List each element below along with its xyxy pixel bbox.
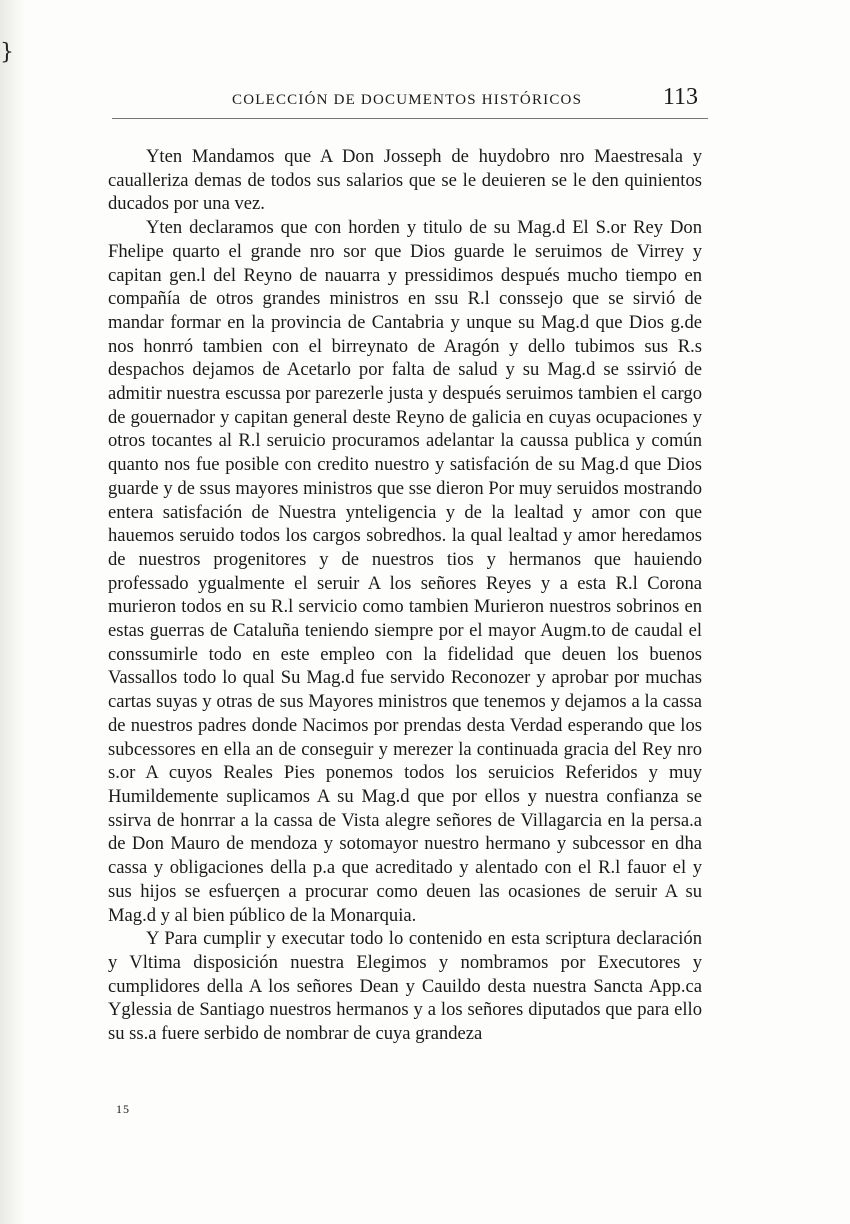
paragraph: Yten Mandamos que A Don Josseph de huydobro nro Maestresala y caualleriza demas de todos sus salarios que se le deuieren se le den quinientos ducados por una vez. (108, 146, 702, 215)
binding-gutter (0, 0, 26, 1224)
paragraph: Yten declaramos que con horden y titulo de su Mag.d El S.or Rey Don Fhelipe quarto el grande nro sor que Dios guarde le seruimos de Virrey y capitan gen.l del Reyno de nauarra y pressidimos después mucho tiempo en compañía de otros grandes ministros en ssu R.l conssejo que se sirvió de mandar formar en la provincia de Cantabria y unque su Mag.d que Dios g.de nos honrró tambien con el birreynato de Aragón y dello tubimos sus R.s despachos dejamos de Acetarlo por falta de salud y su Mag.d se ssirvió de admitir nuestra escussa por parezerle justa y después seruimos tambien el cargo de gouernador y capitan general deste Reyno de galicia en cuyas ocupaciones y otros tocantes al R.l seruicio procuramos adelantar la caussa publica y común quanto nos fue posible con credito nuestro y satisfación de su Mag.d que Dios guarde y de ssus mayores ministros que sse dieron Por muy seruidos mostrando entera satisfación de Nuestra ynteligencia y de la lealtad y amor con que hauemos seruido todos los cargos sobredhos. la qual lealtad y amor heredamos de nuestros progenitores y de nuestros tios y hermanos que hauiendo professado ygualmente el seruir A los señores Reyes y a esta R.l Corona murieron todos en su R.l servicio como tambien Murieron nuestros sobrinos en estas guerras de Cataluña teniendo siempre por el mayor Augm.to de caudal el conssumirle todo en este empleo con la fidelidad que deuen los buenos Vassallos todo lo qual Su Mag.d fue servido Reconozer y aprobar por muchas cartas suyas y otras de sus Mayores ministros que tenemos y dejamos a la cassa de nuestros padres donde Nacimos por prendas desta Verdad esperando que los subcessores en ella an de conseguir y merezer la continuada gracia del Rey nro s.or A cuyos Reales Pies ponemos todos los seruicios Referidos y muy Humildemente suplicamos A su Mag.d que por ellos y nuestra confianza se ssirva de honrrar a la cassa de Vista alegre señores de Villagarcia en la persa.a de Don Mauro de mendoza y sotomayor nuestro hermano y subcessor en dha cassa y obligaciones della p.a que acreditado y alentado con el R.l fauor el y sus hijos se esfuerçen a procurar como deuen las ocasiones de seruir A su Mag.d y al bien público de la Monarquia. (108, 217, 702, 926)
signature-mark: 15 (116, 1102, 130, 1116)
running-header (112, 84, 708, 119)
gutter-mark: } (0, 40, 14, 65)
paragraph: Y Para cumplir y executar todo lo contenido en esta scriptura declaración y Vltima disposición nuestra Elegimos y nombramos por Executores y cumplidores della A los señores Dean y Cauildo desta nuestra Sancta App.ca Yglessia de Santiago nuestros hermanos y a los señores diputados que para ello su ss.a fuere serbido de nombrar de cuya grandeza (108, 928, 702, 1045)
page-body (108, 145, 702, 1046)
header-title: COLECCIÓN DE DOCUMENTOS HISTÓRICOS (232, 92, 583, 108)
page-number: 113 (662, 84, 698, 110)
